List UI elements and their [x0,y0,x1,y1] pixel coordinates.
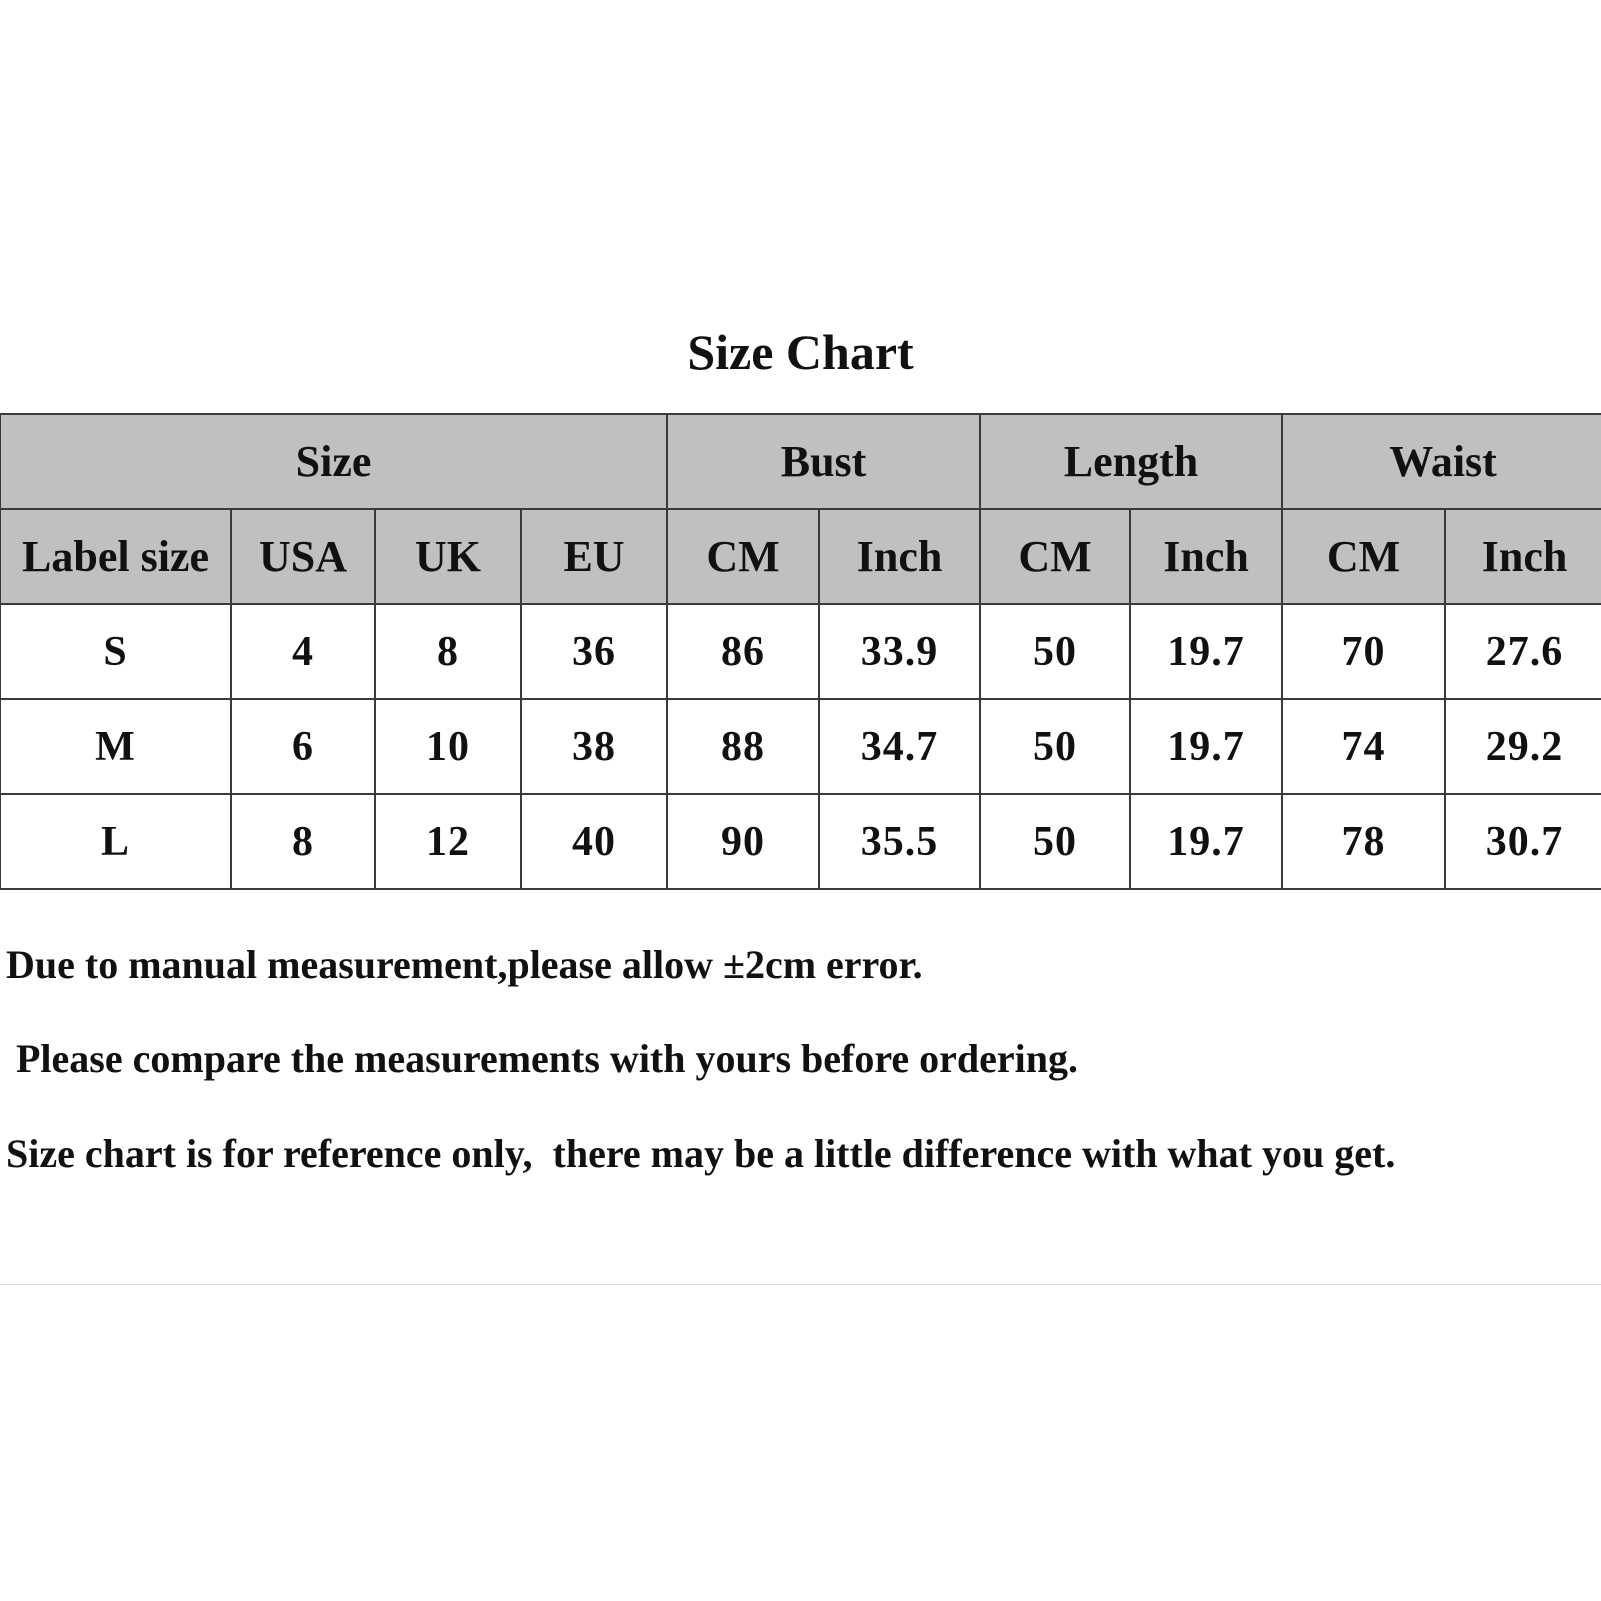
size-notes [6,918,1596,1201]
table-cell: 8 [231,794,375,889]
table-cell: 34.7 [819,699,980,794]
table-cell: 33.9 [819,604,980,699]
group-header-length: Length [980,414,1282,509]
header-uk: UK [375,509,521,604]
table-cell: 35.5 [819,794,980,889]
table-cell: 19.7 [1130,699,1282,794]
note-reference-only: Size chart is for reference only, there may be a little difference with what you get. [6,1131,1396,1176]
table-cell: 74 [1282,699,1445,794]
group-header-row [0,414,1601,509]
table-row [0,794,1601,889]
table-cell: 8 [375,604,521,699]
table-cell: 86 [667,604,819,699]
header-waist-inch: Inch [1445,509,1601,604]
table-cell: 30.7 [1445,794,1601,889]
group-header-waist: Waist [1282,414,1601,509]
table-cell: 10 [375,699,521,794]
divider [0,1284,1601,1285]
note-measurement-error: Due to manual measurement,please allow ±2cm error. [6,942,923,987]
page-title: Size Chart [687,324,914,380]
group-header-size: Size [0,414,667,509]
header-length-cm: CM [980,509,1130,604]
table-cell: 19.7 [1130,794,1282,889]
note-compare-measurements: Please compare the measurements with yours before ordering. [6,1036,1079,1081]
table-cell: L [0,794,231,889]
table-cell: 36 [521,604,667,699]
header-label-size: Label size [0,509,231,604]
table-cell: 50 [980,604,1130,699]
table-cell: M [0,699,231,794]
table-cell: 70 [1282,604,1445,699]
table-cell: 40 [521,794,667,889]
table-row [0,604,1601,699]
table-cell: 19.7 [1130,604,1282,699]
table-cell: 90 [667,794,819,889]
table-cell: 38 [521,699,667,794]
group-header-bust: Bust [667,414,980,509]
header-waist-cm: CM [1282,509,1445,604]
size-chart-table [0,413,1601,890]
table-cell: 78 [1282,794,1445,889]
table-cell: 50 [980,699,1130,794]
table-cell: 6 [231,699,375,794]
header-length-inch: Inch [1130,509,1282,604]
table-cell: 88 [667,699,819,794]
header-bust-cm: CM [667,509,819,604]
table-row [0,699,1601,794]
header-usa: USA [231,509,375,604]
table-cell: 12 [375,794,521,889]
table-cell: S [0,604,231,699]
header-eu: EU [521,509,667,604]
table-cell: 50 [980,794,1130,889]
table-cell: 29.2 [1445,699,1601,794]
table-cell: 4 [231,604,375,699]
unit-header-row [0,509,1601,604]
table-cell: 27.6 [1445,604,1601,699]
header-bust-inch: Inch [819,509,980,604]
